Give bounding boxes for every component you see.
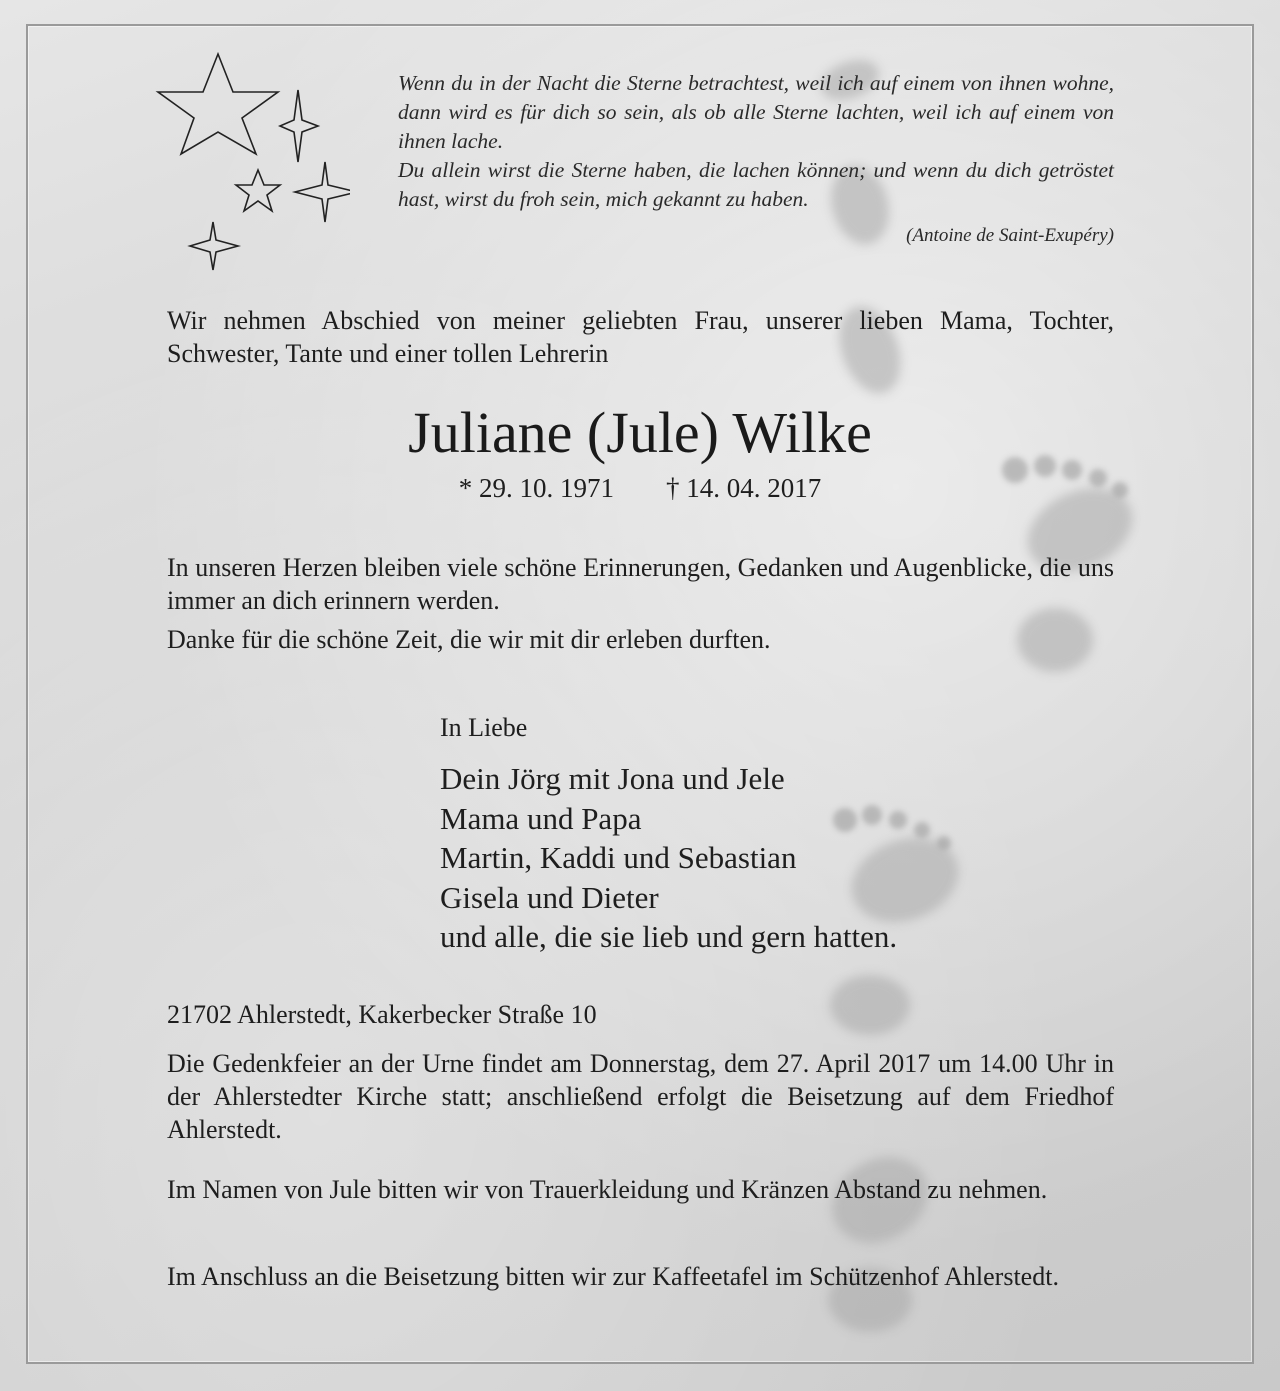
birth-date: * 29. 10. 1971 <box>458 473 614 503</box>
coffee-text: Im Anschluss an die Beisetzung bitten wir zur Kaffeetafel im Schützenhof Ahlerstedt. <box>167 1262 1059 1291</box>
sparkle-star-icon <box>190 90 350 270</box>
quote-line: Wenn du in der Nacht die Sterne betrachtest, weil ich auf einem von ihnen wohne, dann wird es für dich so sein, als ob alle Sterne lachten, weil ich auf einem von ihnen lache. <box>398 71 1114 153</box>
signoff-name: Gisela und Dieter <box>440 879 659 915</box>
star-icon <box>150 50 350 280</box>
intro-paragraph: Wir nehmen Abschied von meiner geliebten Frau, unserer lieben Mama, Tochter, Schwester, Tante und einer tollen Lehrerin <box>167 306 1114 368</box>
deceased-name: Juliane (Jule) Wilke <box>408 400 872 465</box>
request-text: Im Namen von Jule bitten wir von Trauerkleidung und Kränzen Abstand zu nehmen. <box>167 1175 1048 1204</box>
memory-paragraph: In unseren Herzen bleiben viele schöne Erinnerungen, Gedanken und Augenblicke, die uns immer an dich erinnern werden. <box>167 553 1114 615</box>
quote-author: (Antoine de Saint-Exupéry) <box>906 225 1114 246</box>
request-info <box>167 1173 1114 1206</box>
signoff-lead: In Liebe <box>440 713 528 742</box>
signoff-name: Dein Jörg mit Jona und Jele <box>440 761 785 796</box>
service-info <box>167 1047 1114 1146</box>
signoff-name: Martin, Kaddi und Sebastian <box>440 840 797 875</box>
life-dates <box>0 471 1280 505</box>
service-text: Die Gedenkfeier an der Urne findet am Donnerstag, dem 27. April 2017 um 14.00 Uhr in der Ahlerstedter Kirche statt; anschließend erfolgt die Beisetzung auf dem Friedhof Ahlerstedt. <box>167 1049 1114 1144</box>
signoff-name: Mama und Papa <box>440 800 642 836</box>
death-date: † 14. 04. 2017 <box>666 473 822 503</box>
signoff-name: und alle, die sie lieb und gern hatten. <box>440 919 898 954</box>
address-text: 21702 Ahlerstedt, Kakerbecker Straße 10 <box>167 1000 597 1029</box>
quote-line: Du allein wirst die Sterne haben, die lachen können; und wenn du dich getröstet hast, wirst du froh sein, mich gekannt zu haben. <box>398 158 1114 211</box>
address <box>167 998 1114 1031</box>
signoff <box>440 711 897 957</box>
quote <box>398 69 1114 250</box>
intro-text <box>167 304 1114 370</box>
memory-text <box>167 551 1114 656</box>
coffee-info <box>167 1260 1114 1293</box>
memory-paragraph: Danke für die schöne Zeit, die wir mit dir erleben durften. <box>167 625 771 654</box>
